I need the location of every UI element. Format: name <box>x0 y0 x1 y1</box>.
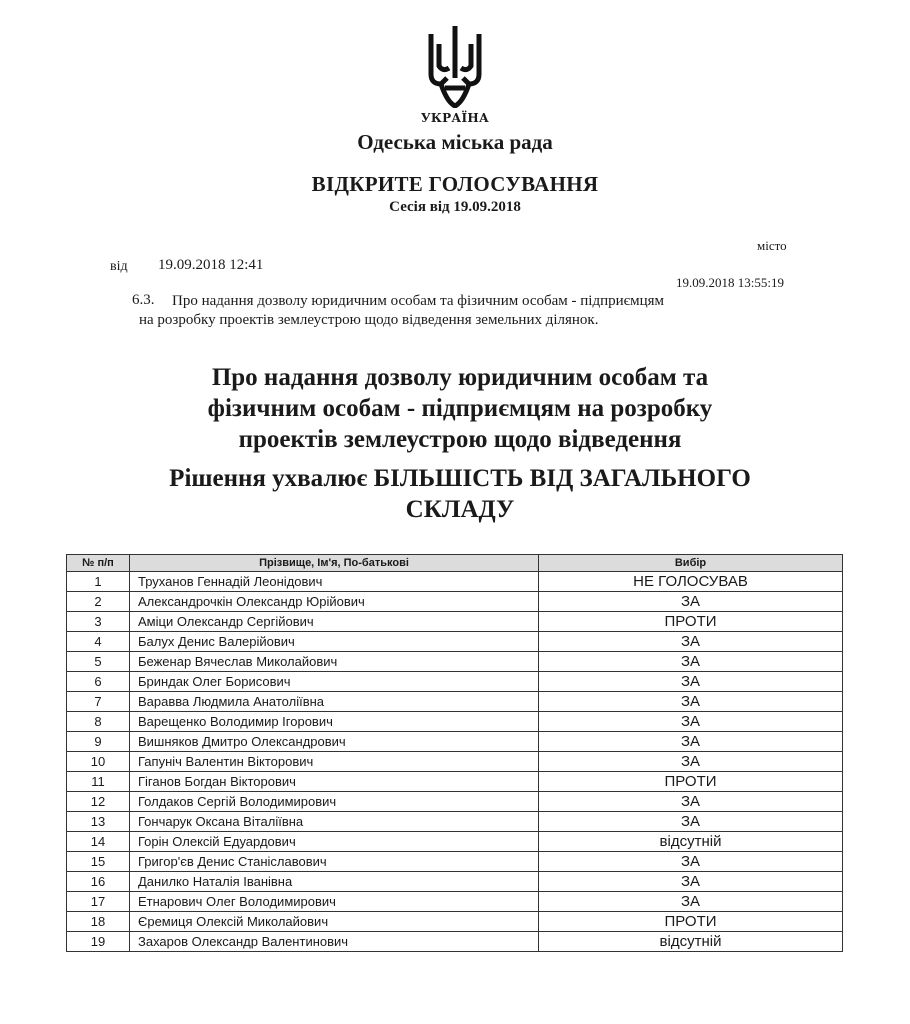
decision-line-1: Рішення ухвалює БІЛЬШІСТЬ ВІД ЗАГАЛЬНОГО <box>169 465 751 492</box>
vote-type-heading: ВІДКРИТЕ ГОЛОСУВАННЯ <box>311 172 599 196</box>
print-date: 19.09.2018 13:55:19 <box>676 275 784 290</box>
row-number: 16 <box>67 872 130 892</box>
row-number: 4 <box>67 632 130 652</box>
row-number: 10 <box>67 752 130 772</box>
table-row <box>67 712 843 732</box>
row-choice: ПРОТИ <box>539 912 843 932</box>
row-number: 5 <box>67 652 130 672</box>
row-number: 17 <box>67 892 130 912</box>
row-choice: ЗА <box>539 852 843 872</box>
row-choice: ЗА <box>539 752 843 772</box>
table-row <box>67 572 843 592</box>
row-name: Беженар Вячеслав Миколайович <box>130 652 539 672</box>
city-label: місто <box>757 238 787 253</box>
row-name: Варещенко Володимир Ігорович <box>130 712 539 732</box>
table-row <box>67 732 843 752</box>
row-choice: ЗА <box>539 692 843 712</box>
row-name: Гапуніч Валентин Вікторович <box>130 752 539 772</box>
council-name: Одеська міська рада <box>357 130 553 154</box>
row-name: Григор'єв Денис Станіславович <box>130 852 539 872</box>
row-number: 9 <box>67 732 130 752</box>
row-name: Вишняков Дмитро Олександрович <box>130 732 539 752</box>
row-name: Данилко Наталія Іванівна <box>130 872 539 892</box>
row-name: Гіганов Богдан Вікторович <box>130 772 539 792</box>
table-body <box>67 572 843 952</box>
header-choice: Вибір <box>539 555 843 572</box>
row-choice: відсутній <box>539 932 843 952</box>
row-choice: ЗА <box>539 812 843 832</box>
table-row <box>67 912 843 932</box>
row-number: 15 <box>67 852 130 872</box>
row-number: 18 <box>67 912 130 932</box>
row-name: Варавва Людмила Анатоліївна <box>130 692 539 712</box>
row-name: Труханов Геннадій Леонідович <box>130 572 539 592</box>
row-name: Захаров Олександр Валентинович <box>130 932 539 952</box>
title-line-3: проектів землеустрою щодо відведення <box>238 426 682 453</box>
table-row <box>67 752 843 772</box>
row-number: 3 <box>67 612 130 632</box>
table-row <box>67 652 843 672</box>
header-name: Прізвище, Ім'я, По-батькові <box>130 555 539 572</box>
row-choice: ЗА <box>539 872 843 892</box>
row-choice: ПРОТИ <box>539 772 843 792</box>
votes-table <box>66 554 843 952</box>
row-choice: ЗА <box>539 792 843 812</box>
row-name: Горін Олексій Едуардович <box>130 832 539 852</box>
table-row <box>67 612 843 632</box>
table-row <box>67 872 843 892</box>
table-row <box>67 892 843 912</box>
header-number: № п/п <box>67 555 130 572</box>
decision-line-2: СКЛАДУ <box>405 496 515 523</box>
table-row <box>67 692 843 712</box>
row-name: Бриндак Олег Борисович <box>130 672 539 692</box>
title-line-2: фізичним особам - підприємцям на розробку <box>207 395 713 422</box>
table-row <box>67 592 843 612</box>
from-date: 19.09.2018 12:41 <box>158 257 264 273</box>
row-number: 2 <box>67 592 130 612</box>
row-choice: ЗА <box>539 592 843 612</box>
ukraine-trident-icon <box>425 22 485 108</box>
agenda-item-line-1: Про надання дозволу юридичним особам та фізичним особам - підприємцям <box>172 293 664 309</box>
row-choice: ЗА <box>539 732 843 752</box>
row-choice: ЗА <box>539 712 843 732</box>
row-number: 8 <box>67 712 130 732</box>
row-number: 14 <box>67 832 130 852</box>
table-row <box>67 772 843 792</box>
table-row <box>67 632 843 652</box>
table-row <box>67 792 843 812</box>
row-number: 13 <box>67 812 130 832</box>
table-row <box>67 832 843 852</box>
table-row <box>67 812 843 832</box>
row-name: Балух Денис Валерійович <box>130 632 539 652</box>
decision-rule <box>100 463 820 525</box>
row-number: 7 <box>67 692 130 712</box>
table-row <box>67 932 843 952</box>
row-number: 12 <box>67 792 130 812</box>
row-choice: ЗА <box>539 672 843 692</box>
row-number: 1 <box>67 572 130 592</box>
row-name: Александрочкін Олександр Юрійович <box>130 592 539 612</box>
row-name: Голдаков Сергій Володимирович <box>130 792 539 812</box>
row-name: Етнарович Олег Володимирович <box>130 892 539 912</box>
resolution-title <box>100 362 820 455</box>
row-choice: ЗА <box>539 632 843 652</box>
country-label: УКРАЇНА <box>420 111 490 125</box>
table-row <box>67 852 843 872</box>
agenda-item-line-2: на розробку проектів землеустрою щодо відведення земельних ділянок. <box>139 312 599 328</box>
row-name: Єремиця Олексій Миколайович <box>130 912 539 932</box>
row-choice: ЗА <box>539 892 843 912</box>
row-name: Аміци Олександр Сергійович <box>130 612 539 632</box>
row-number: 11 <box>67 772 130 792</box>
row-number: 19 <box>67 932 130 952</box>
row-choice: відсутній <box>539 832 843 852</box>
agenda-item-number: 6.3. <box>132 292 155 308</box>
row-choice: ЗА <box>539 652 843 672</box>
table-row <box>67 672 843 692</box>
from-label: від <box>110 259 128 274</box>
table-header-row <box>67 555 843 572</box>
row-name: Гончарук Оксана Віталіївна <box>130 812 539 832</box>
row-number: 6 <box>67 672 130 692</box>
row-choice: ПРОТИ <box>539 612 843 632</box>
title-line-1: Про надання дозволу юридичним особам та <box>211 364 709 391</box>
row-choice: НЕ ГОЛОСУВАВ <box>539 572 843 592</box>
session-date: Сесія від 19.09.2018 <box>389 199 521 215</box>
